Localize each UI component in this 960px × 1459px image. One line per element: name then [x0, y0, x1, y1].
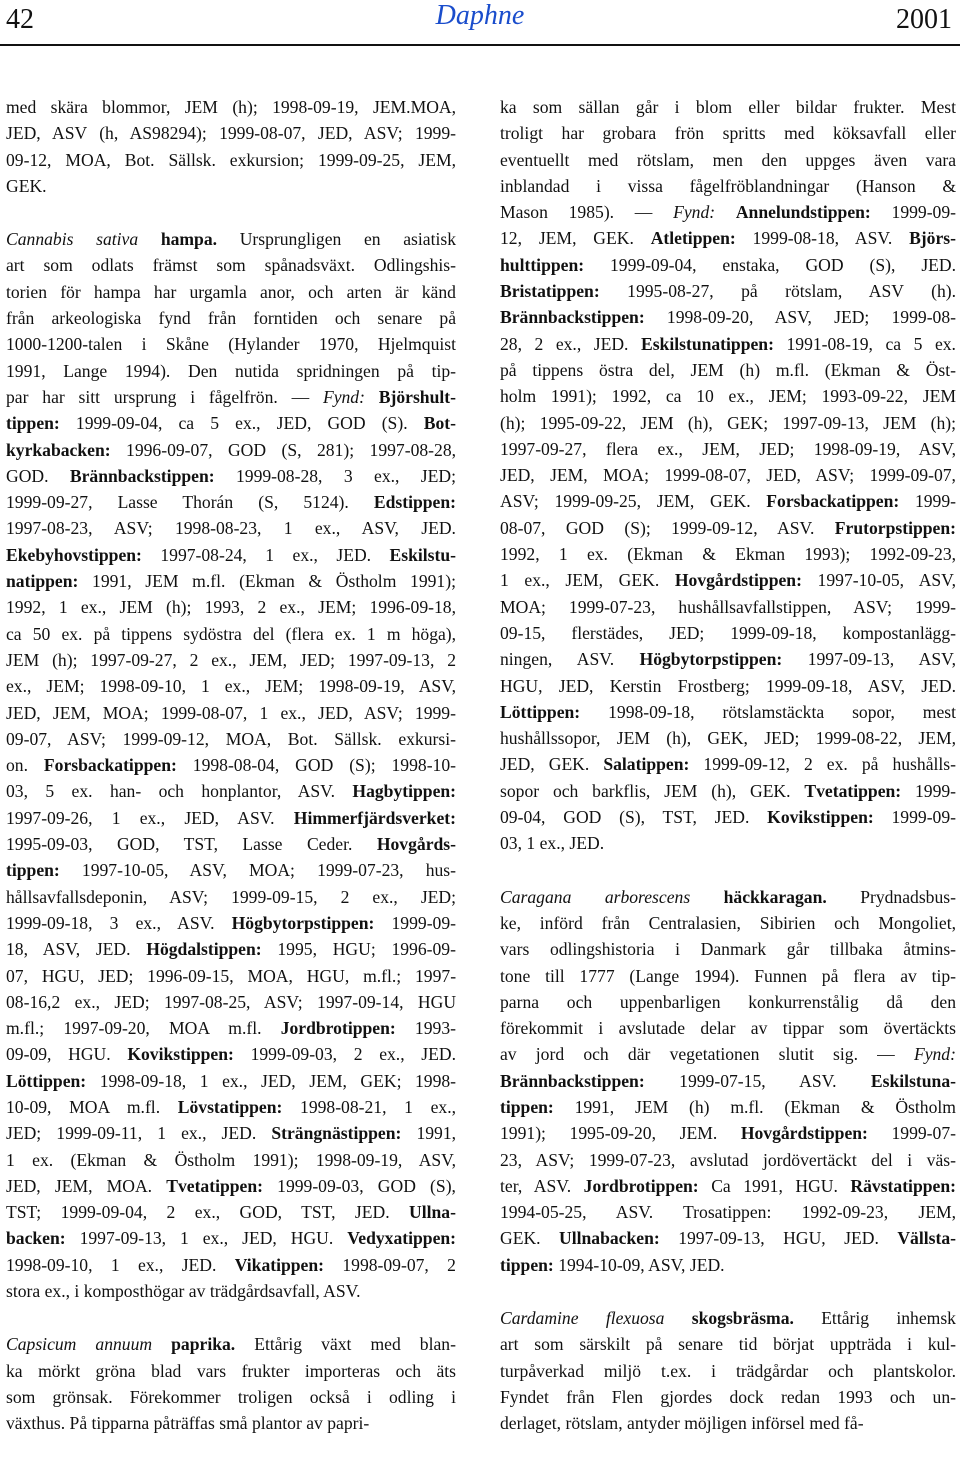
- text-line: ningen, ASV. Högbytorpstippen: 1997-09-13, ASV,: [500, 649, 956, 670]
- text-line: 08-16,2 ex., JED; 1997-08-25, ASV; 1997-09-14, HGU: [6, 991, 457, 1012]
- right-paragraph-capsicum-cont: [500, 94, 956, 857]
- text-line: Löttippen: 1998-09-18, rötslamstäckta sopor, mest: [500, 701, 957, 722]
- text-line: Caragana arborescens häckkaragan. Prydnadsbus-: [500, 886, 956, 907]
- text-line: förekommit i avslutade delar av tippar som övertäckts: [500, 1018, 956, 1039]
- text-line: ter, ASV. Jordbrotippen: Ca 1991, HGU. Rävstatippen:: [500, 1175, 956, 1196]
- text-line: GEK. Ullnabacken: 1997-09-13, HGU, JED. Vällsta-: [500, 1228, 956, 1249]
- text-line: Löttippen: 1998-09-18, 1 ex., JED, JEM, GEK; 1998-: [6, 1070, 457, 1091]
- text-line: vars odlingshistoria i Danmark går tillbaka åtmins-: [500, 939, 957, 960]
- text-line: ka mörkt gröna blad vars frukter importeras och äts: [6, 1360, 457, 1381]
- text-line: Brännbackstippen: 1998-09-20, ASV, JED; 1999-08-: [500, 307, 956, 328]
- text-line: 23, ASV; 1999-07-23, avslutad jordövertäckt del i väs-: [500, 1149, 956, 1170]
- text-line: 07, HGU, JED; 1996-09-15, MOA, HGU, m.fl.; 1997-: [6, 965, 457, 986]
- text-line: Ekebyhovstippen: 1997-08-24, 1 ex., JED. Eskilstu-: [6, 544, 456, 565]
- text-line: från arkeologiska fynd från forntiden och senare på: [6, 308, 457, 329]
- page-header: [0, 0, 960, 42]
- text-line: HGU, JED, Kerstin Frostberg; 1999-09-18, ASV, JED.: [500, 675, 956, 696]
- left-paragraph-capsicum: [6, 1331, 456, 1436]
- text-line: JED, JEM, MOA. Tvetatippen: 1999-09-03, GOD (S),: [6, 1175, 456, 1196]
- text-line: tippen: 1994-10-09, ASV, JED.: [500, 1254, 725, 1275]
- text-line: kyrkabacken: 1996-09-07, GOD (S, 281); 1997-08-28,: [6, 439, 457, 460]
- text-line: JED, JEM, MOA; 1999-08-07, JED, ASV; 1999-09-07,: [500, 465, 956, 486]
- text-line: Mason 1985). — Fynd: Annelundstippen: 1999-09-: [500, 202, 957, 223]
- text-line: 09-04, GOD (S), TST, JED. Kovikstippen: 1999-09-: [500, 807, 956, 828]
- header-rule: [0, 44, 960, 46]
- text-line: TST; 1999-09-04, 2 ex., GOD, TST, JED. Ullna-: [6, 1202, 456, 1223]
- text-line: 10-09, MOA m.fl. Lövstatippen: 1998-08-21, 1 ex.,: [6, 1096, 457, 1117]
- text-line: av jord och där vegetationen slutit sig. — Fynd:: [500, 1044, 956, 1065]
- journal-title: Daphne: [435, 0, 525, 31]
- text-line: på tippens östra del, JEM (h) m.fl. (Ekman & Öst-: [500, 359, 956, 380]
- text-line: art som särskilt på senare tid börjat uppträda i kul-: [500, 1334, 957, 1355]
- text-line: (h); 1995-09-22, JEM (h), GEK; 1997-09-13, JEM (h);: [500, 412, 957, 433]
- text-line: art som odlats främst som spånadsväxt. Odlingshis-: [6, 255, 457, 276]
- text-line: JED, GEK. Salatippen: 1999-09-12, 2 ex. på hushålls-: [500, 754, 956, 775]
- text-line: derlaget, rötslam, antyder möjligen införsel med få-: [500, 1413, 864, 1434]
- text-line: 1999-09-27, Lasse Thorán (S, 5124). Edstippen:: [6, 492, 456, 513]
- text-line: 08-07, GOD (S); 1999-09-12, ASV. Frutorpstippen:: [500, 517, 956, 538]
- text-line: tone till 1777 (Lange 1994). Funnen på flera av tip-: [500, 965, 957, 986]
- text-line: 1997-08-23, ASV; 1998-08-23, 1 ex., ASV, JED.: [6, 518, 456, 539]
- right-column: [500, 94, 956, 1437]
- text-line: 12, JEM, GEK. Atletippen: 1999-08-18, ASV. Björs-: [500, 228, 956, 249]
- text-line: GEK.: [6, 175, 47, 196]
- text-line: 1 ex., JEM, GEK. Hovgårdstippen: 1997-10-05, ASV,: [500, 570, 957, 591]
- publication-year: 2001: [896, 4, 952, 35]
- text-line: 1999-09-18, 3 ex., ASV. Högbytorpstippen: 1999-09-: [6, 912, 456, 933]
- text-line: 1000-1200-talen i Skåne (Hylander 1970, Hjelmquist: [6, 334, 457, 355]
- text-line: 09-09, HGU. Kovikstippen: 1999-09-03, 2 ex., JED.: [6, 1044, 456, 1065]
- right-paragraph-caragana: [500, 884, 956, 1278]
- text-line: ex., JEM; 1998-09-10, 1 ex., JEM; 1998-09-19, ASV,: [6, 676, 457, 697]
- paragraph-gap: [6, 199, 456, 226]
- text-line: JED, JEM, MOA; 1999-08-07, 1 ex., JED, ASV; 1999-: [6, 702, 456, 723]
- text-line: tippen: 1991, JEM (h) m.fl. (Ekman & Östholm: [500, 1096, 956, 1117]
- text-line: 09-07, ASV; 1999-09-12, MOA, Bot. Sällsk. exkursi-: [6, 728, 456, 749]
- text-line: Brännbackstippen: 1999-07-15, ASV. Eskilstuna-: [500, 1070, 956, 1091]
- text-line: med skära blommor, JEM (h); 1998-09-19, JEM.MOA,: [6, 97, 457, 117]
- text-line: Cardamine flexuosa skogsbräsma. Ettårig inhemsk: [500, 1308, 956, 1329]
- text-line: 03, 5 ex. han- och honplantor, ASV. Hagbytippen:: [6, 781, 457, 802]
- text-line: 03, 1 ex., JED.: [500, 833, 605, 854]
- text-line: troligt har grobara frön spritts med köksavfall eller: [500, 123, 957, 144]
- text-line: JEM (h); 1997-09-27, 2 ex., JEM, JED; 1997-09-13, 2: [6, 649, 456, 670]
- text-line: sopor och barkflis, JEM (h), GEK. Tvetatippen: 1999-: [500, 780, 957, 801]
- text-line: turpåverkad miljö t.ex. i trädgårdar och plantskolor.: [500, 1360, 957, 1381]
- text-line: 09-15, flerstädes, JED; 1999-09-18, kompostanlägg-: [500, 622, 957, 643]
- page-number: 42: [6, 4, 34, 35]
- text-line: JED; 1999-09-11, 1 ex., JED. Strängnästippen: 1991,: [6, 1123, 457, 1144]
- text-line: Capsicum annuum paprika. Ettårig växt med blan-: [6, 1334, 456, 1355]
- text-line: 1992, 1 ex. (Ekman & Ekman 1993); 1992-09-23,: [500, 544, 957, 565]
- text-line: GOD. Brännbackstippen: 1999-08-28, 3 ex., JED;: [6, 465, 456, 486]
- text-line: 1 ex. (Ekman & Östholm 1991); 1998-09-19, ASV,: [6, 1149, 457, 1170]
- text-line: tippen: 1997-10-05, ASV, MOA; 1999-07-23, hus-: [6, 860, 457, 881]
- text-line: natippen: 1991, JEM m.fl. (Ekman & Östholm 1991);: [6, 571, 456, 592]
- text-line: hållsavfallsdeponin, ASV; 1999-09-15, 2 ex., JED;: [6, 886, 456, 907]
- text-line: 1992, 1 ex., JEM (h); 1993, 2 ex., JEM; 1996-09-18,: [6, 597, 456, 618]
- text-line: som grönsak. Förekommer troligen också i odling i: [6, 1386, 456, 1407]
- text-line: backen: 1997-09-13, 1 ex., JED, HGU. Vedyxatippen:: [6, 1228, 457, 1249]
- paragraph-gap: [500, 1278, 956, 1305]
- left-paragraph-cannabis: [6, 226, 456, 1304]
- paragraph-gap: [500, 857, 956, 884]
- text-line: ASV; 1999-09-25, JEM, GEK. Forsbackatippen: 1999-: [500, 491, 956, 512]
- text-line: 1995-09-03, GOD, TST, Lasse Ceder. Hovgårds-: [6, 834, 456, 855]
- text-line: eventuellt med rötslam, men den uppges även vara: [500, 149, 957, 170]
- text-line: inblandad i vissa fågelfröblandningar (Hanson &: [500, 175, 957, 196]
- text-line: parna och uppenbarligen konkurrenstålig då den: [500, 991, 957, 1012]
- text-line: m.fl.; 1997-09-20, MOA m.fl. Jordbrotippen: 1993-: [6, 1018, 456, 1039]
- text-line: 1997-09-26, 1 ex., JED, ASV. Himmerfjärdsverket:: [6, 807, 456, 828]
- text-line: hushållssopor, JEM (h), GEK, JED; 1999-08-22, JEM,: [500, 728, 957, 749]
- text-line: 18, ASV, JED. Högdalstippen: 1995, HGU; 1996-09-: [6, 939, 456, 960]
- text-line: tippen: 1999-09-04, ca 5 ex., JED, GOD (S). Bot-: [6, 413, 456, 434]
- text-line: par har sitt ursprung i fågelfrön. — Fynd: Björshult-: [6, 386, 456, 407]
- text-line: växthus. På tipparna påträffas små plantor av papri-: [6, 1413, 370, 1434]
- text-line: stora ex., i komposthögar av trädgårdsavfall, ASV.: [6, 1281, 361, 1302]
- left-paragraph-1: [6, 94, 456, 199]
- text-line: 1991); 1995-09-20, JEM. Hovgårdstippen: 1999-07-: [500, 1123, 956, 1144]
- text-line: 1994-05-25, ASV. Trosatippen: 1992-09-23, JEM,: [500, 1202, 956, 1223]
- text-line: 1991, Lange 1994). Den nutida spridningen på tip-: [6, 360, 457, 381]
- text-line: ke, införd från Centralasien, Sibirien och Mongoliet,: [500, 912, 957, 933]
- text-line: 28, 2 ex., JED. Eskilstunatippen: 1991-08-19, ca 5 ex.: [500, 333, 956, 354]
- text-line: Bristatippen: 1995-08-27, på rötslam, ASV (h).: [500, 281, 957, 302]
- left-column: [6, 94, 456, 1437]
- text-line: 1998-09-10, 1 ex., JED. Vikatippen: 1998-09-07, 2: [6, 1254, 456, 1275]
- text-line: ka som sällan går i blom eller bildar frukter. Mest: [500, 97, 956, 117]
- text-line: ca 50 ex. på tippens sydöstra del (flera ex. 1 m höga),: [6, 623, 457, 644]
- text-line: hulttippen: 1999-09-04, enstaka, GOD (S), JED.: [500, 254, 957, 275]
- text-line: torien för hampa har urgamla anor, och arten är känd: [6, 281, 456, 302]
- paragraph-gap: [6, 1304, 456, 1331]
- text-line: Fyndet från Flen gjordes dock redan 1993 och un-: [500, 1386, 956, 1407]
- text-line: on. Forsbackatippen: 1998-08-04, GOD (S); 1998-10-: [6, 755, 456, 776]
- text-line: Cannabis sativa hampa. Ursprungligen en asiatisk: [6, 229, 457, 250]
- text-line: 1997-09-27, flera ex., JEM, JED; 1998-09-19, ASV,: [500, 438, 956, 459]
- text-line: JED, ASV (h, AS98294); 1999-08-07, JED, ASV; 1999-: [6, 123, 456, 144]
- right-paragraph-cardamine: [500, 1305, 956, 1436]
- text-line: 09-12, MOA, Bot. Sällsk. exkursion; 1999-09-25, JEM,: [6, 149, 457, 170]
- text-line: MOA; 1999-07-23, hushållsavfallstippen, ASV; 1999-: [500, 596, 957, 617]
- text-line: holm 1991); 1992, ca 10 ex., JEM; 1993-09-22, JEM: [500, 386, 956, 407]
